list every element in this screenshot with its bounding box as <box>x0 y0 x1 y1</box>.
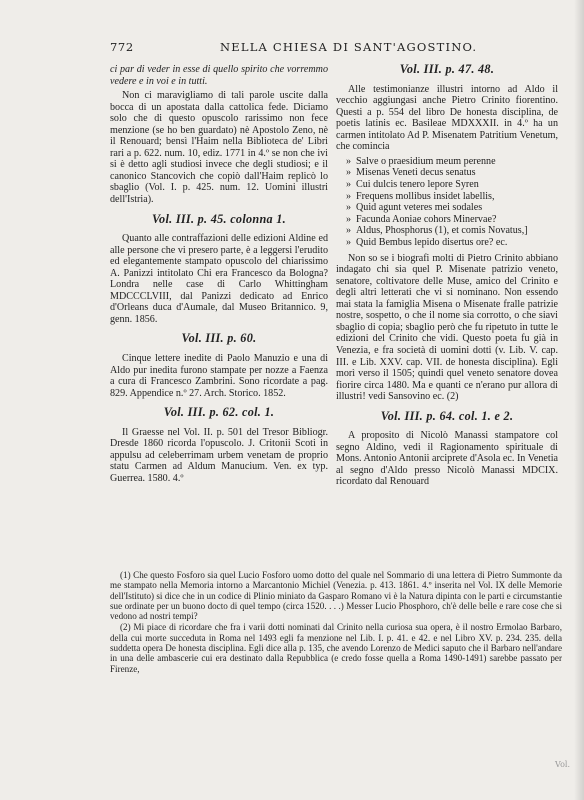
footnote: (1) Che questo Fosforo sia quel Lucio Fosforo uomo dotto del quale nel Sommario di una lettera di Pietro Summonte da me stampato nella Memoria intorno a Marcantonio Michiel (Venezia. p. 413. 1861. 4.º inserita nel Vol. IX delle Memorie dell'Istituto) si dice che in un codice di Plinio miniato da Gasparo Romano vi è la Natura dipinta con le parti e circumstantie sue ordinate per un buono docto di quel tempo (circa 1520. . . .) Messer Lucio Phosphoro, ch'è delle belle e rare cose che si vedono ad nostri tempi? <box>110 570 562 622</box>
paragraph: ci par di veder in esse di quello spirito che vorremmo vedere e in voi e in tutti. <box>110 64 328 87</box>
paragraph: Quanto alle contraffazioni delle edizioni Aldine ed alle persone che vi presero parte, è a leggersi l'erudito ed elegantemente stampato opuscolo del chiarissimo A. Panizzi intitolato Chi era Francesco da Bologna? Londra nelle case di Carlo Whittingham MDCCCLVIII, dal Panizzi dedicato ad Enrico d'Orleans duca d'Aumale, dal Museo Britannico. 9, genn. 1856. <box>110 233 328 325</box>
poem-line: » Facunda Aoniae cohors Minervae? <box>346 213 497 225</box>
paragraph: A proposito di Nicolò Manassi stampatore col segno Aldino, vedi il Ragionamento spirituale di Mons. Antonio Antonii arciprete d'Asola ec. In Venetia al segno d'Aldo presso Nicolò Manassi MDCIX. ricordato dal Renouard <box>336 430 558 488</box>
section-heading: Vol. III. p. 45. colonna 1. <box>151 211 287 226</box>
poem-line: » Quid agunt veteres mei sodales <box>346 202 483 214</box>
footnote: (2) Mi piace di ricordare che fra i varii dotti nominati dal Crinito nella curiosa sua opera, è il nostro Ermolao Barbaro, della cui morte succeduta in Roma nel 1493 egli fa menzione nel Lib. I. p. 41. e 42. e nel Libro XV. p. 234. 235. della suddetta opera De honesta disciplina. Egli dice alla p. 135, che avendo Lorenzo de Medici saputo che il Barbaro nell'andare in una delle ambascerie cui era destinato dalla Repubblica (e credo fosse quella a Roma 1490-1491) sarebbe passato per Firenze, <box>110 622 562 674</box>
section-heading: Vol. III. p. 62. col. 1. <box>163 405 275 420</box>
paragraph: Alle testimonianze illustri intorno ad Aldo il vecchio aggiungasi anche Pietro Crinito fiorentino. Questi a p. 554 del libro De honesta disciplina, de poetis latinis ec. Basileae MDXXXII. in 4.º ha un carmen intitolato Ad P. Misenatem Patritium Venetum, che comincia <box>336 83 558 153</box>
left-column <box>110 64 328 488</box>
section-heading: Vol. III. p. 60. <box>181 331 257 346</box>
section-heading: Vol. III. p. 64. col. 1. e 2. <box>380 408 514 423</box>
poem-line: » Cui dulcis tenero lepore Syren <box>346 179 479 191</box>
paragraph: Il Graesse nel Vol. II. p. 501 del Tresor Bibliogr. Dresde 1860 ricorda l'opuscolo. J. Critonii Scoti in appulsu ad celeberrimam urbem venetam de proprio statu Carmen ad Aldum Manucium. Ven. ex typ. Guerrea. 1580. 4.º <box>110 426 328 484</box>
paragraph: Non so se i biografi molti di Pietro Crinito abbiano indagato chi sia quel P. Misenate patrizio veneto, senatore, coltivatore delle Muse, amico del Crinito e degli altri letterati che vi si nominano. Non essendo mai stata la famiglia Misena o Misenate fralle patrizie nostre, sospetto, o che il nome sia corrotto, o che siavi sbaglio di copia; sbaglio però che fu ripetuto in tutte le edizioni del Crinito che vidi. Questo poeta fu già in Venezia, e fra società di uomini dotti (v. Lib. V. cap. III. e Lib. XXV. cap. VII. de honesta disciplina). Egli morì verso il 1505; quindi quel veneto senatore dovea fiorire circa 1480. Ma e quanti ce n'erano pur allora di illustri! vedi Sansovino ec. (2) <box>336 252 558 403</box>
poem-line: » Quid Bembus lepido disertus ore? ec. <box>346 236 508 248</box>
page-number: 772 <box>110 40 134 54</box>
running-title: NELLA CHIESA DI SANT'AGOSTINO. <box>220 40 478 54</box>
poem-line: » Misenas Veneti decus senatus <box>346 167 476 179</box>
section-heading: Vol. III. p. 47. 48. <box>399 62 495 76</box>
paragraph: Cinque lettere inedite di Paolo Manuzio e una di Aldo pur inedita furono stampate per nozze a Faenza a cura di Francesco Zambrini. Sono ricordate a pag. 829. Appendice n.º 27. Arch. Storico. 1852. <box>110 353 328 399</box>
paragraph: Non ci maravigliamo di tali parole uscite dalla bocca di un apostata dalla cattolica fede. Diciamo solo che di questo opuscolo rarissimo non fece menzione (se ho ben guardato) nè Apostolo Zeno, nè il Renouard; bensì l'Haim nella Biblioteca de' Libri rari a p. 622. num. 10, ediz. 1771 in 4.º se non che ivi si è detto agli studiosi invece che degli studiosi; e il canonico Stancovich che copiò dall'Haim replicò lo sbaglio (Vol. I. p. 425. num. 12. Uomini illustri dell'Istria). <box>110 90 328 206</box>
corner-mark: Vol. <box>555 760 570 769</box>
page-edge-shadow <box>574 0 584 800</box>
footnotes <box>110 570 562 675</box>
poem-line: » Frequens mollibus insidet labellis, <box>346 190 495 202</box>
right-column <box>336 64 558 491</box>
poem-quotation <box>346 156 558 249</box>
poem-line: » Salve o praesidium meum perenne <box>346 155 496 167</box>
poem-line: » Aldus, Phosphorus (1), et comis Novatus,] <box>346 225 528 237</box>
